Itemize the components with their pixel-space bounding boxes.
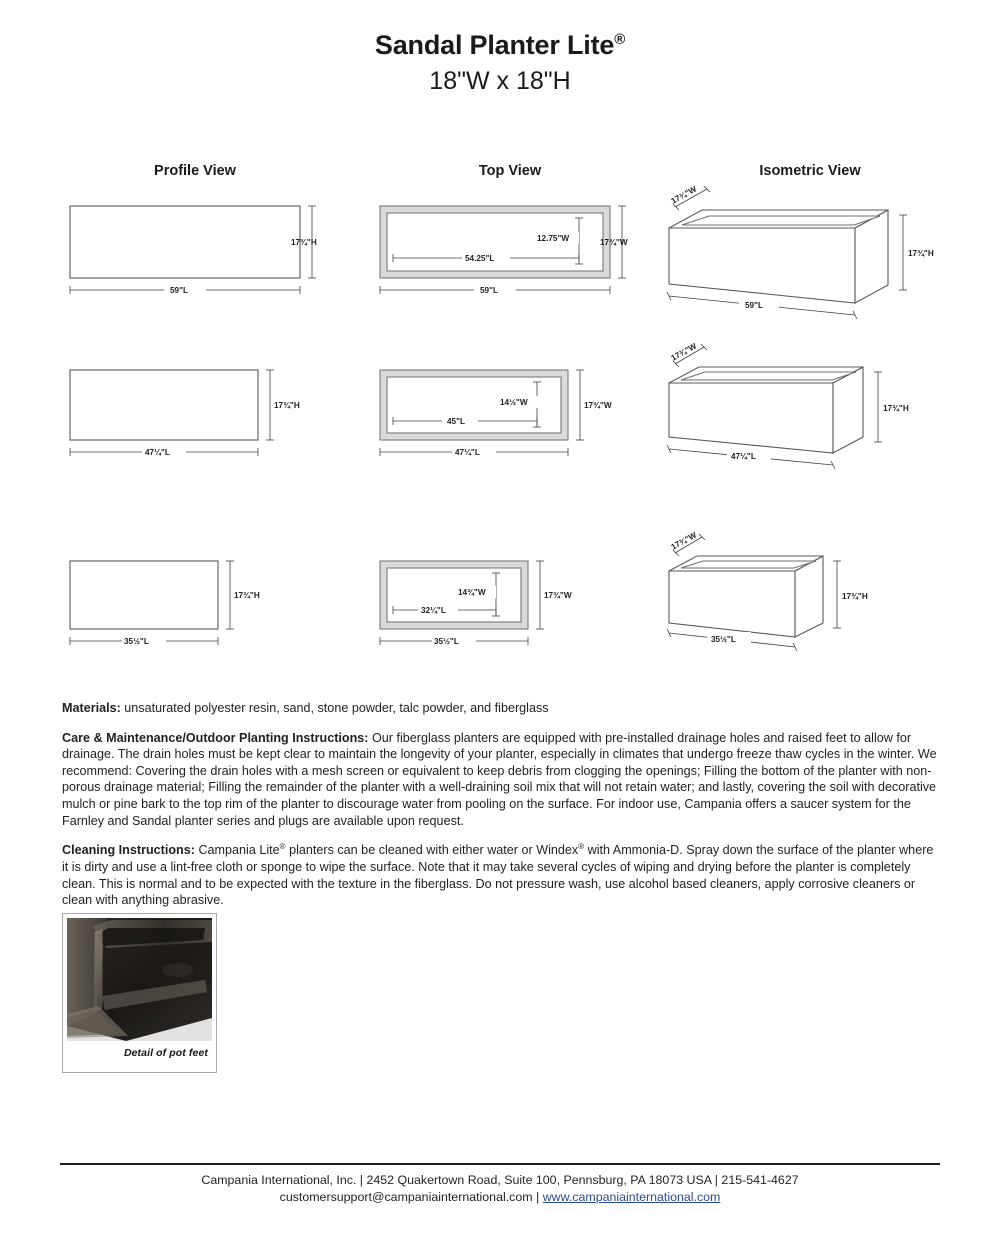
care-text: Our fiberglass planters are equipped with pre-installed drainage holes and raised feet to allow for drainage. The drain holes must be kept clear to maintain the longevity of your planter, especially in climates that undergo freeze thaw cycles in the winter. We recommend: Covering the drain holes with a mesh screen or equivalent to keep debris from clogging the openings; Filling the bottom of the planter with non-porous drainage material; Filling the remainder of the planter with a well-draining soil mix that will not retain water; and lastly, covering the soil with decorative mulch or pine bark to the top rim of the planter to discourage water from pooling on the surface. For indoor use, Campania offers a saucer system for the Farnley and Sandal planter series and plugs are available upon request. bbox=[62, 730, 937, 828]
top-view-35l bbox=[370, 513, 630, 646]
top-view-47l bbox=[370, 340, 630, 470]
footer-website-link[interactable]: www.campaniainternational.com bbox=[542, 1190, 721, 1205]
profile-view-59l bbox=[60, 190, 320, 320]
cleaning-text-2: planters can be cleaned with either water or Windex bbox=[285, 843, 579, 858]
materials-paragraph bbox=[62, 700, 940, 717]
materials-text: unsaturated polyester resin, sand, stone powder, talc powder, and fiberglass bbox=[120, 701, 549, 715]
column-header-profile-view: Profile View bbox=[154, 163, 236, 179]
dim-profile-length-35l: 35½"L bbox=[124, 637, 149, 646]
pot-feet-detail-photo bbox=[62, 913, 217, 1073]
dim-profile-length-59l: 59"L bbox=[170, 286, 188, 295]
dim-iso-width-59l: 17¾"W bbox=[669, 184, 699, 206]
profile-view-47l bbox=[60, 340, 320, 470]
dim-iso-height-59l: 17¾"H bbox=[908, 249, 934, 258]
materials-label: Materials: bbox=[62, 701, 121, 715]
care-label: Care & Maintenance/Outdoor Planting Instructions: bbox=[62, 730, 369, 745]
footer-divider bbox=[60, 1163, 940, 1165]
cleaning-text-3: with Ammonia-D. Spray down the surface of the planter where it is dirty and use a lint-free cloth or sponge to wipe the surface. Note that it may take several cycles of wiping and drying before the planter is completely clean. This is normal and to be expected with the texture in the fiberglass. Do not pressure wash, use alcohol based cleaners, apply corrosive cleaners or clean with anything abrasive. bbox=[62, 843, 934, 908]
footer-address: Campania International, Inc. | 2452 Quakertown Road, Suite 100, Pennsburg, PA 18073 USA | 215-541-4627 bbox=[201, 1173, 799, 1187]
drawing-row-35l bbox=[0, 523, 1000, 673]
view-column-headers bbox=[0, 163, 1000, 179]
technical-drawings bbox=[0, 184, 1000, 673]
planter-corner-photo bbox=[67, 918, 212, 1041]
page-footer bbox=[60, 1163, 940, 1207]
dim-iso-length-59l: 59"L bbox=[745, 301, 763, 310]
dim-top-outer-length-59l: 59"L bbox=[480, 286, 498, 295]
isometric-view-59l bbox=[655, 184, 945, 335]
column-header-top-view: Top View bbox=[478, 163, 542, 179]
dim-iso-width-35l: 17¾"W bbox=[669, 530, 699, 552]
photo-caption: Detail of pot feet bbox=[123, 1047, 208, 1059]
dim-top-inner-length-35l: 32¼"L bbox=[421, 606, 446, 615]
dim-top-outer-width-35l: 17¾"W bbox=[544, 591, 572, 600]
registered-mark-icon: ® bbox=[614, 31, 626, 48]
dim-top-outer-width-59l: 17¾"W bbox=[600, 238, 628, 247]
footer-separator: | bbox=[532, 1190, 543, 1205]
dim-top-inner-length-47l: 45"L bbox=[447, 417, 465, 426]
drawing-row-59l bbox=[0, 184, 1000, 355]
isometric-view-35l bbox=[655, 511, 945, 646]
column-header-isometric-view: Isometric View bbox=[759, 163, 861, 179]
dim-top-outer-length-47l: 47¼"L bbox=[455, 448, 480, 457]
dim-iso-width-47l: 17¾"W bbox=[669, 341, 699, 363]
dim-profile-height-47l: 17¾"H bbox=[274, 401, 300, 410]
page-title bbox=[0, 30, 1000, 61]
care-maintenance-paragraph bbox=[62, 730, 940, 830]
dim-top-inner-width-47l: 14½"W bbox=[500, 398, 528, 407]
dim-top-outer-length-35l: 35½"L bbox=[434, 637, 459, 646]
dim-profile-height-35l: 17¾"H bbox=[234, 591, 260, 600]
drawing-row-47l bbox=[0, 341, 1000, 523]
dim-top-inner-length-59l: 54.25"L bbox=[465, 254, 495, 263]
product-information bbox=[62, 700, 940, 922]
cleaning-label: Cleaning Instructions: bbox=[62, 843, 195, 858]
footer-email[interactable]: customersupport@campaniainternational.com bbox=[279, 1190, 533, 1205]
dim-top-outer-width-47l: 17¾"W bbox=[584, 401, 612, 410]
registered-mark-lite-icon: ® bbox=[279, 842, 286, 852]
registered-mark-windex-icon: ® bbox=[578, 842, 585, 852]
dim-profile-length-47l: 47¼"L bbox=[145, 448, 170, 457]
dim-iso-height-47l: 17¾"H bbox=[883, 404, 909, 413]
dim-top-inner-width-59l: 12.75"W bbox=[537, 234, 570, 243]
footer-contact bbox=[60, 1189, 940, 1206]
title-block bbox=[0, 0, 1000, 96]
cleaning-instructions-paragraph bbox=[62, 842, 940, 909]
dim-profile-height-59l: 17¾"H bbox=[291, 238, 317, 247]
isometric-view-47l bbox=[655, 341, 945, 486]
product-title-text: Sandal Planter Lite bbox=[374, 30, 615, 60]
top-view-59l bbox=[370, 190, 630, 320]
dim-top-inner-width-35l: 14¾"W bbox=[458, 588, 486, 597]
product-subtitle: 18"W x 18"H bbox=[429, 67, 571, 96]
profile-view-35l bbox=[60, 513, 320, 646]
dim-iso-height-35l: 17¾"H bbox=[842, 592, 868, 601]
dim-iso-length-47l: 47¼"L bbox=[731, 452, 756, 461]
cleaning-text-1: Campania Lite bbox=[194, 843, 280, 858]
dim-iso-length-35l: 35½"L bbox=[711, 635, 736, 644]
